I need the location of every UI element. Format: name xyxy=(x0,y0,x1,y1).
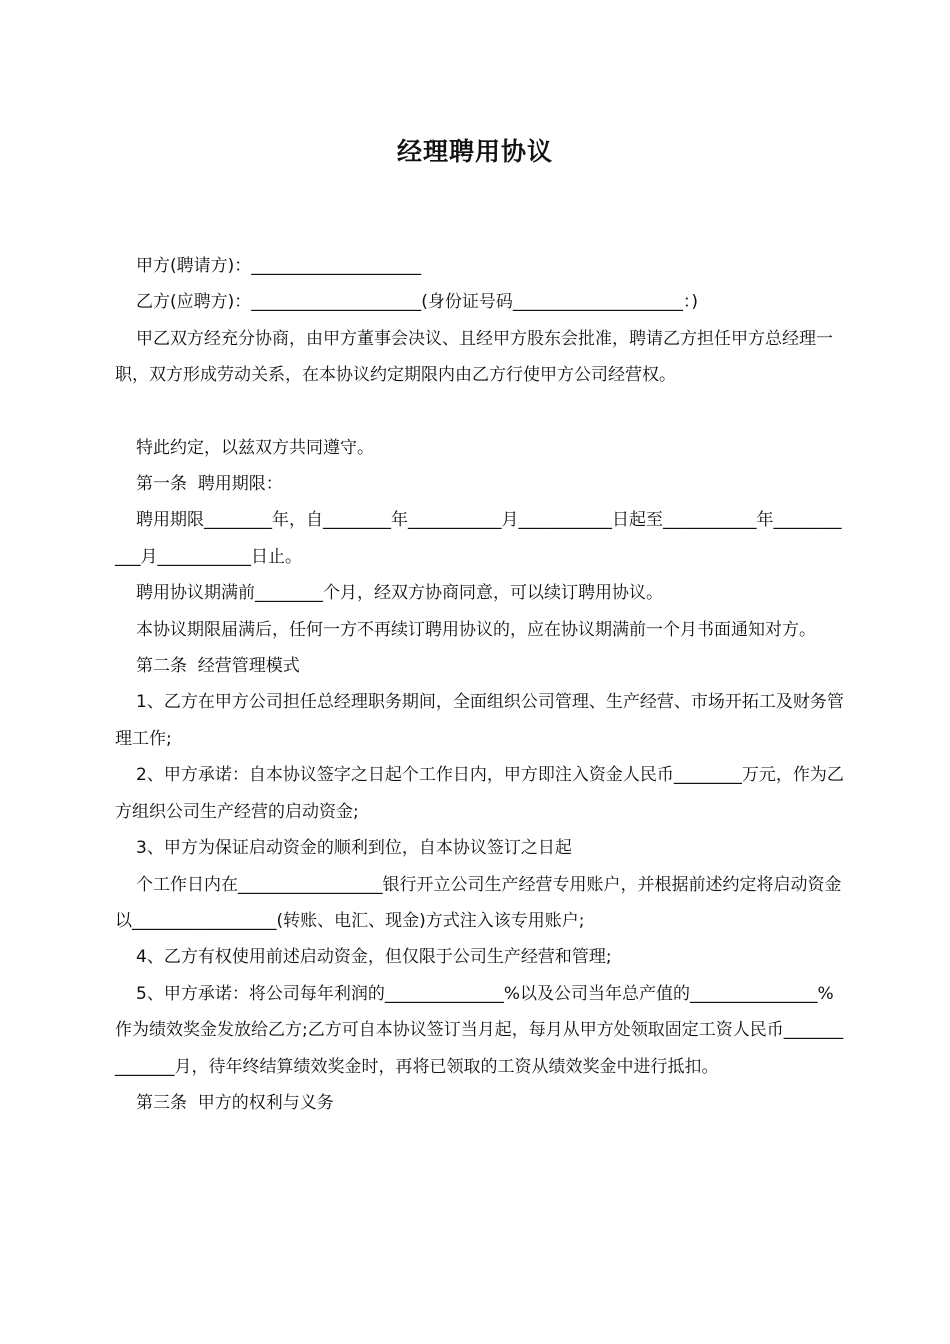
article-2-heading: 第二条 经营管理模式 xyxy=(136,656,300,677)
party-b-line: 乙方(应聘方)：____________________(身份证号码____________________：) xyxy=(136,292,699,313)
clause-2-3-continued: 个工作日内在_________________银行开立公司生产经营专用账户，并根据前述约定将启动资金以_________________(转账、电汇、现金)方式注入该专用账户; xyxy=(115,874,842,931)
clause-2-5: 5、甲方承诺：将公司每年利润的______________%以及公司当年总产值的_______________%作为绩效奖金发放给乙方;乙方可自本协议签订当月起，每月从甲方处领取固定工资人民币______________月，待年终结算绩效奖金时，再将已领取的工资从绩效奖金中进行抵扣。 xyxy=(115,983,844,1077)
expiry-notice-paragraph: 本协议期限届满后，任何一方不再续订聘用协议的，应在协议期满前一个月书面通知对方。 xyxy=(136,619,816,640)
clause-2-3: 3、甲方为保证启动资金的顺利到位，自本协议签订之日起 xyxy=(136,838,572,859)
term-period-paragraph: 聘用期限________年，自________年___________月___________日起至___________年___________月___________日止。 xyxy=(115,510,842,567)
article-1-heading: 第一条 聘用期限： xyxy=(136,474,283,495)
document-body xyxy=(115,248,845,1121)
renewal-paragraph: 聘用协议期满前________个月，经双方协商同意，可以续订聘用协议。 xyxy=(136,583,663,604)
clause-2-1: 1、乙方在甲方公司担任总经理职务期间，全面组织公司管理、生产经营、市场开拓工及财务管理工作; xyxy=(115,692,844,749)
paragraph-gap xyxy=(115,394,845,430)
preamble-paragraph: 甲乙双方经充分协商，由甲方董事会决议、且经甲方股东会批准，聘请乙方担任甲方总经理一职，双方形成劳动关系，在本协议约定期限内由乙方行使甲方公司经营权。 xyxy=(115,328,833,386)
clause-2-4: 4、乙方有权使用前述启动资金，但仅限于公司生产经营和管理; xyxy=(136,947,612,968)
document-title: 经理聘用协议 xyxy=(396,137,553,166)
article-3-heading: 第三条 甲方的权利与义务 xyxy=(136,1092,334,1113)
clause-2-2: 2、甲方承诺：自本协议签字之日起个工作日内，甲方即注入资金人民币________万元，作为乙方组织公司生产经营的启动资金; xyxy=(115,765,844,822)
party-a-line: 甲方(聘请方)：____________________ xyxy=(136,256,422,276)
agreement-statement: 特此约定，以兹双方共同遵守。 xyxy=(136,437,374,458)
